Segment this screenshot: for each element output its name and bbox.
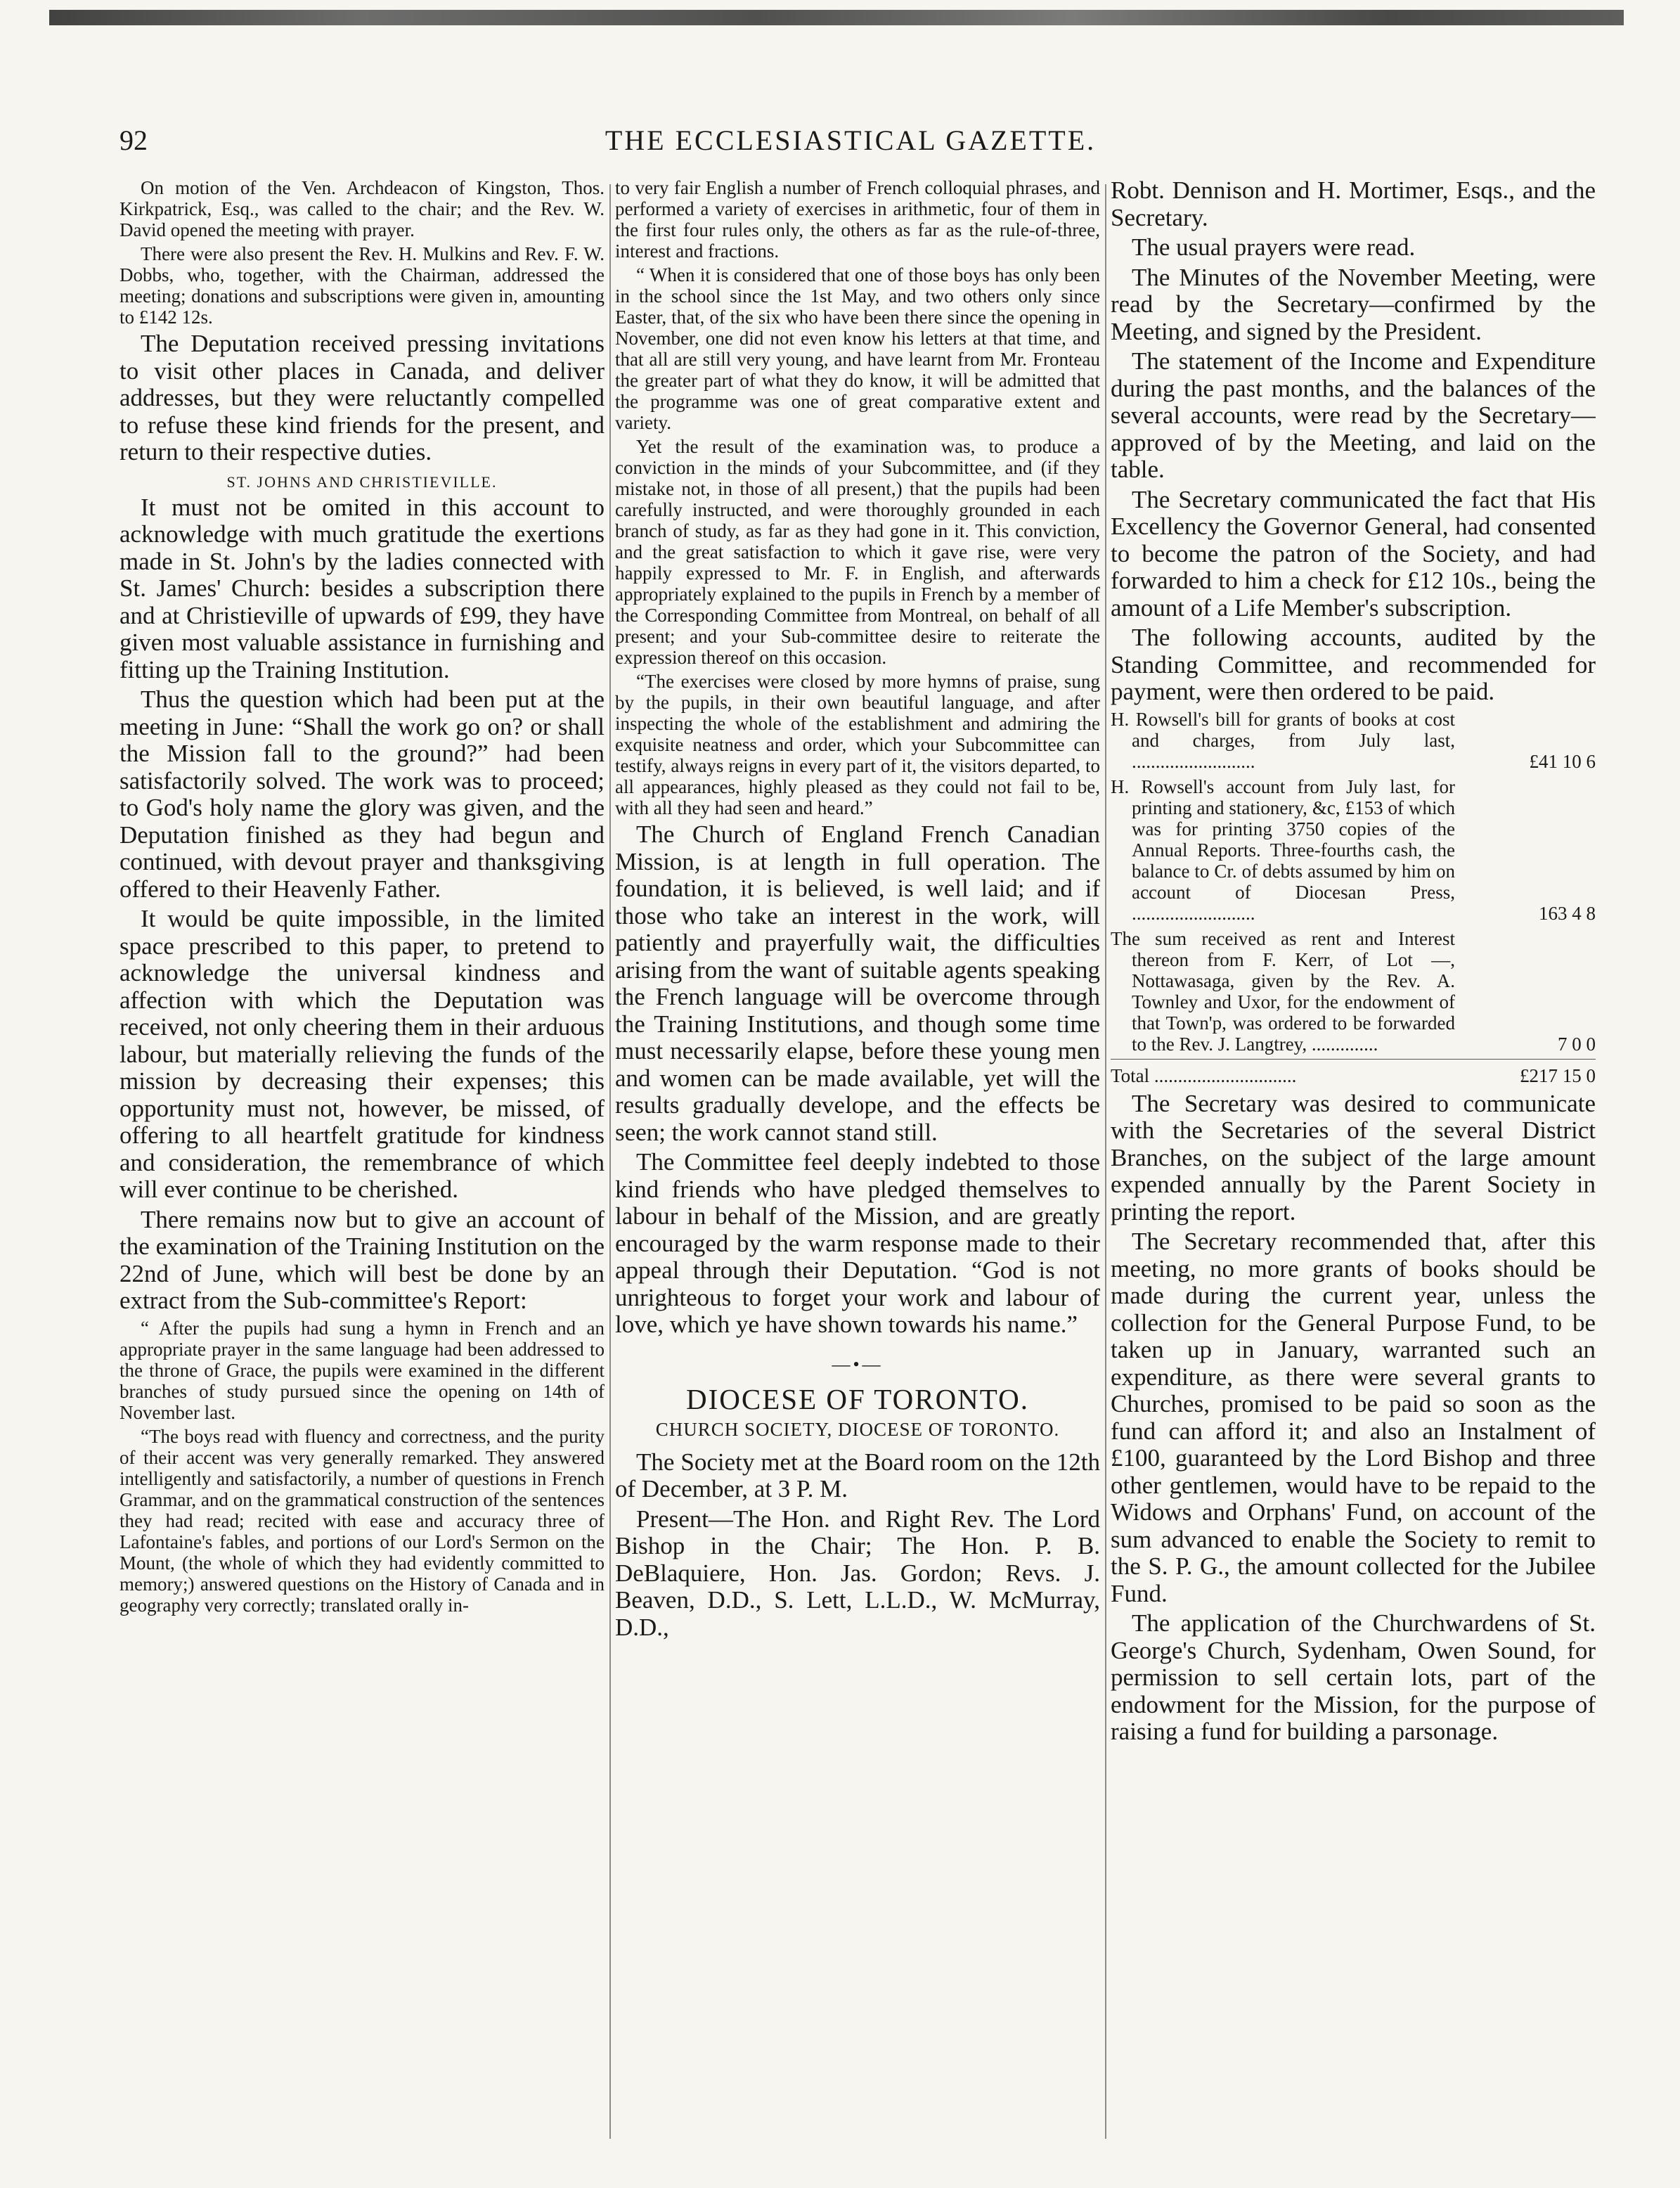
paragraph: The Deputation received pressing invitations to visit other places in Canada, and deliver addresses, but they were reluctantly compelled to refuse these kind friends for the present, and return to their respective duties.: [119, 330, 605, 465]
quoted-paragraph: “The exercises were closed by more hymns of praise, sung by the pupils, in their own beautiful language, and after inspecting the whole of the establishment and admiring the exquisite neatness and order, which your Subcommittee can testify, always reigns in every part of it, the visitors departed, to all appearances, highly pleased as they could not fail to be, with all they had seen and heard.”: [615, 671, 1100, 818]
paragraph: The following accounts, audited by the Standing Committee, and recommended for payment, were then ordered to be paid.: [1111, 624, 1596, 705]
page-number: 92: [119, 124, 148, 156]
paragraph: On motion of the Ven. Archdeacon of Kingston, Thos. Kirkpatrick, Esq., was called to the chair; and the Rev. W. David opened the meeting with prayer.: [119, 177, 605, 240]
section-subtitle: CHURCH SOCIETY, DIOCESE OF TORONTO.: [655, 1418, 1060, 1440]
account-amount: £41 10 6: [1529, 750, 1596, 772]
column-2: [615, 177, 1100, 2188]
column-rule-2: [1105, 184, 1106, 2139]
account-row: [1111, 776, 1596, 924]
paragraph: Thus the question which had been put at the meeting in June: “Shall the work go on? or shall the Mission fall to the ground?” had been satisfactorily solved. The work was to proceed; to God's holy name the glory was given, and the Deputation finished as they had begun and continued, with devout prayer and thanksgiving offered to their Heavenly Father.: [119, 686, 605, 903]
paragraph: The Secretary was desired to communicate with the Secretaries of the several District Branches, on the subject of the large amount expended annually by the Parent Society in printing the report.: [1111, 1089, 1596, 1225]
account-description: H. Rowsell's bill for grants of books at cost and charges, from July last, ..........................: [1111, 708, 1455, 772]
quoted-paragraph: Yet the result of the examination was, to produce a conviction in the minds of your Subcommittee, and (if they mistake not, in those of all present,) that the pupils had been carefully instructed, and were thoroughly grounded in each branch of study, as far as they had gone in it. This conviction, and the great satisfaction to which it gave rise, were very happily expressed to Mr. F. in English, and afterwards appropriately explained to the pupils in French by a member of the Corresponding Committee from Montreal, on behalf of all present; and your Sub-committee desire to reiterate the expression thereof on this occasion.: [615, 436, 1100, 668]
account-amount: 163 4 8: [1539, 902, 1596, 924]
paragraph: The usual prayers were read.: [1132, 233, 1416, 261]
account-amount: 7 0 0: [1558, 1033, 1596, 1055]
section-divider: —•—: [832, 1353, 884, 1375]
paragraph: The Church of England French Canadian Mission, is at length in full operation. The foundation, it is believed, is well laid; and if those who take an interest in the work, will patiently and prayerfully wait, the difficulties arising from the want of suitable agents speaking the French language will be overcome through the Training Institutions, and though some time must necessarily elapse, before these young men and women can be made available, yet will the results gradually develope, and the effects be seen; the work cannot stand still.: [615, 820, 1100, 1146]
paragraph: The Minutes of the November Meeting, were read by the Secretary—confirmed by the Meeting, and signed by the President.: [1111, 263, 1596, 345]
accounts-table: [1111, 709, 1596, 1086]
paragraph: The Society met at the Board room on the 12th of December, at 3 P. M.: [615, 1448, 1100, 1502]
account-description: The sum received as rent and Interest thereon from F. Kerr, of Lot —, Nottawasaga, given by the Rev. A. Townley and Uxor, for the endowment of that Town'p, was ordered to be forwarded to the Rev. J. Langtrey, ..............: [1111, 927, 1455, 1055]
account-row: [1111, 928, 1596, 1055]
paragraph: It would be quite impossible, in the limited space prescribed to this paper, to pretend to acknowledge the universal kindness and affection with which the Deputation was received, not only cheering them in their arduous labour, but materially relieving the funds of the mission by decreasing their expenses; this opportunity must not, however, be missed, of offering to all heartfelt gratitude for kindness and consideration, the remembrance of which will ever continue to be cherished.: [119, 905, 605, 1203]
column-3: [1111, 177, 1596, 2188]
account-total-amount: £217 15 0: [1520, 1064, 1596, 1086]
paragraph: The Secretary recommended that, after this meeting, no more grants of books should be made during the current year, unless the collection for the General Purpose Fund, to be taken up in January, warranted such an expenditure, as there were several grants to Churches, promised to be paid so soon as the fund can afford it; and also an Instalment of £100, guaranteed by the Lord Bishop and three other gentlemen, would have to be repaid to the Widows and Orphans' Fund, on account of the sum advanced to enable the Society to remit to the S. P. G., the amount collected for the Jubilee Fund.: [1111, 1228, 1596, 1607]
paragraph: Present—The Hon. and Right Rev. The Lord Bishop in the Chair; The Hon. P. B. DeBlaquiere, Hon. Jas. Gordon; Revs. J. Beaven, D.D., S. Lett, L.L.D., W. McMurray, D.D.,: [615, 1505, 1100, 1641]
column-1: [119, 177, 605, 2188]
page-top-edge: [49, 10, 1624, 25]
paragraph: There were also present the Rev. H. Mulkins and Rev. F. W. Dobbs, who, together, with the Chairman, addressed the meeting; donations and subscriptions were given in, amounting to £142 12s.: [119, 243, 605, 328]
column-rule-1: [609, 184, 611, 2139]
account-total-row: [1111, 1059, 1596, 1086]
page-header: [119, 124, 1582, 166]
account-total-label: Total ..............................: [1111, 1064, 1297, 1086]
account-row: [1111, 709, 1596, 772]
paragraph: Robt. Dennison and H. Mortimer, Esqs., and the Secretary.: [1111, 177, 1596, 231]
paragraph: There remains now but to give an account of the examination of the Training Institution on the 22nd of June, which will best be done by an extract from the Sub-committee's Report:: [119, 1205, 605, 1314]
account-description: H. Rowsell's account from July last, for printing and stationery, &c, £153 of which was for printing 3750 copies of the Annual Reports. Three-fourths cash, the balance to Cr. of debts assumed by him on account of Diocesan Press, ..........................: [1111, 776, 1455, 924]
quoted-paragraph: “ When it is considered that one of those boys has only been in the school since the 1st May, and two others only since Easter, that, of the six who have been there since the opening in November, one did not even know his letters at that time, and that all are still very young, and have learnt from Mr. Fronteau the greater part of what they do know, it will be admitted that the programme was one of great comparative extent and variety.: [615, 264, 1100, 433]
quoted-paragraph: “The boys read with fluency and correctness, and the purity of their accent was very generally remarked. They answered intelligently and satisfactorily, a number of questions in French Grammar, and on the grammatical construction of the sentences they had read; recited with ease and accuracy three of Lafontaine's fables, and portions of our Lord's Sermon on the Mount, (the whole of which they had evidently committed to memory;) answered questions on the History of Canada and in geography very correctly; translated orally in-: [119, 1425, 605, 1616]
paragraph: The application of the Churchwardens of St. George's Church, Sydenham, Owen Sound, for permission to sell certain lots, part of the endowment for the Mission, for the purpose of raising a fund for building a parsonage.: [1111, 1609, 1596, 1745]
paragraph: The Committee feel deeply indebted to those kind friends who have pledged themselves to labour in behalf of the Mission, and are greatly encouraged by the warm response made to their appeal through their Deputation. “God is not unrighteous to forget your work and labour of love, which ye have shown towards his name.”: [615, 1148, 1100, 1338]
quoted-paragraph: to very fair English a number of French colloquial phrases, and performed a variety of exercises in arithmetic, four of them in the first four rules only, the others as far as the rule-of-three, interest and fractions.: [615, 177, 1100, 262]
paragraph: It must not be omited in this account to acknowledge with much gratitude the exertions made in St. John's by the ladies connected with St. James' Church: besides a subscription there and at Christieville of upwards of £99, they have given most valuable assistance in furnishing and fitting up the Training Institution.: [119, 493, 605, 683]
quoted-paragraph: “ After the pupils had sung a hymn in French and an appropriate prayer in the same language had been addressed to the throne of Grace, the pupils were examined in the different branches of study pursued since the opening on 14th of November last.: [119, 1317, 605, 1423]
section-title: DIOCESE OF TORONTO.: [686, 1382, 1029, 1415]
subheading: ST. JOHNS AND CHRISTIEVILLE.: [226, 472, 498, 491]
journal-title: THE ECCLESIASTICAL GAZETTE.: [605, 124, 1097, 156]
paragraph: The Secretary communicated the fact that His Excellency the Governor General, had consented to become the patron of the Society, and had forwarded to him a check for £12 10s., being the amount of a Life Member's subscription.: [1111, 485, 1596, 622]
paragraph: The statement of the Income and Expenditure during the past months, and the balances of the several accounts, were read by the Secretary—approved of by the Meeting, and laid on the table.: [1111, 347, 1596, 483]
